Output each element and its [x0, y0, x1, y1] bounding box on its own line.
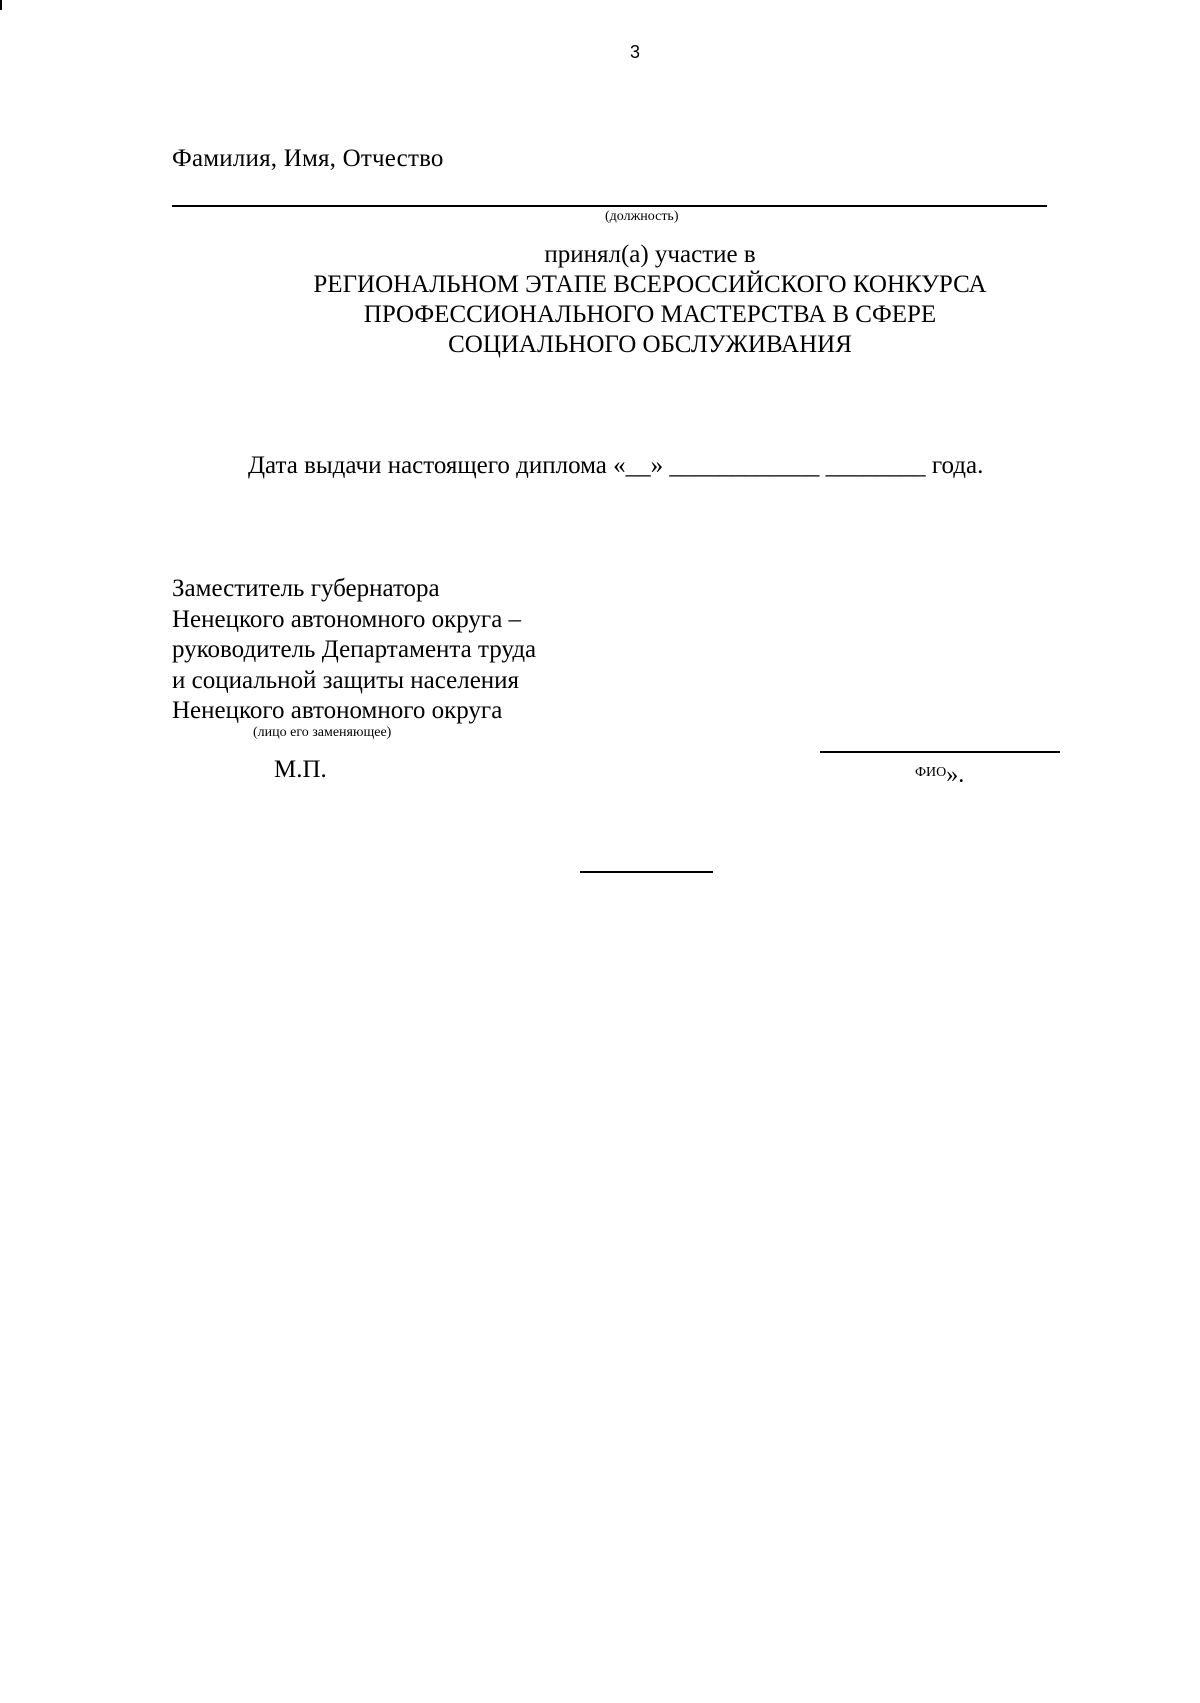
signer-line-5: Ненецкого автономного округа: [172, 697, 503, 724]
competition-title-line-2: ПРОФЕССИОНАЛЬНОГО МАСТЕРСТВА В СФЕРЕ: [363, 301, 937, 328]
page-number: 3: [630, 42, 641, 62]
signature-line: [820, 751, 1060, 753]
participation-lead: принял(а) участие в: [544, 241, 756, 268]
substitute-caption: (лицо его заменяющее): [253, 725, 392, 740]
fio-sign-label: ФИО: [915, 765, 947, 780]
competition-title-line-1: РЕГИОНАЛЬНОМ ЭТАПЕ ВСЕРОССИЙСКОГО КОНКУРСА: [313, 271, 987, 298]
competition-title-line-3: СОЦИАЛЬНОГО ОБСЛУЖИВАНИЯ: [448, 331, 852, 358]
seal-label: М.П.: [274, 756, 327, 783]
issue-date: Дата выдачи настоящего диплома «__» ____________ ________ года.: [248, 452, 984, 479]
end-line: [580, 871, 713, 873]
signer-line-1: Заместитель губернатора: [172, 575, 440, 602]
signer-block: [172, 574, 536, 727]
position-line: [172, 205, 1047, 207]
signer-line-3: руководитель Департамента труда: [172, 636, 537, 663]
scan-corner-mark: [0, 0, 2, 10]
closing-quote: ».: [946, 762, 965, 788]
signer-line-2: Ненецкого автономного округа –: [172, 605, 522, 633]
signature-fio: [915, 756, 965, 788]
signer-line-4: и социальной защиты населения: [172, 666, 520, 694]
position-caption: (должность): [605, 209, 679, 224]
participation-block: [0, 240, 1200, 360]
fio-label: Фамилия, Имя, Отчество: [172, 145, 444, 172]
